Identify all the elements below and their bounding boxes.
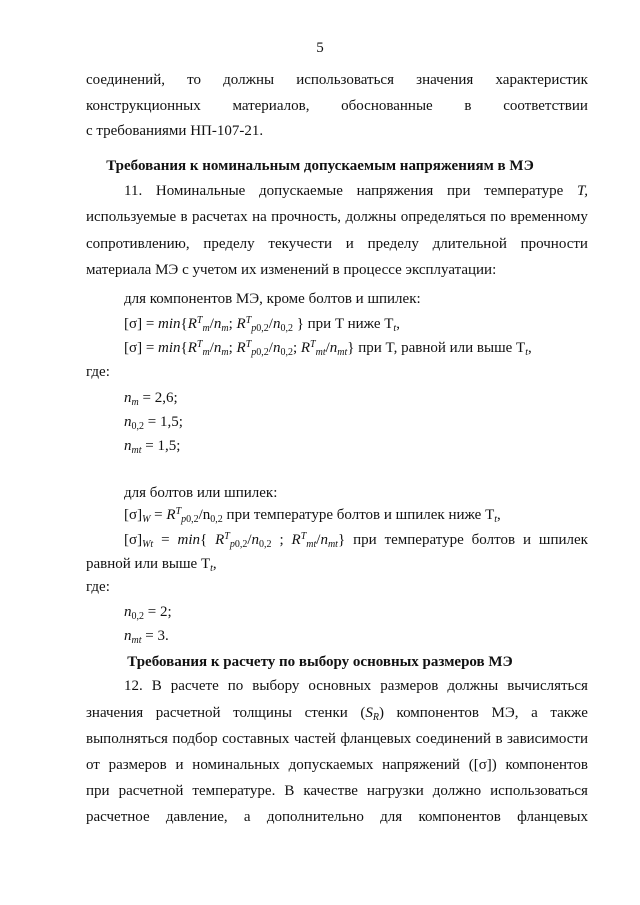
components-label: для компонентов МЭ, кроме болтов и шпилек: — [124, 291, 421, 307]
coef-n02: $n_{0,2} = 1,5$; — [124, 414, 183, 432]
para-12-line-1: 12. В расчете по выбору основных размеров должны вычисляться — [124, 678, 588, 694]
bolts-label: для болтов или шпилек: — [124, 485, 278, 501]
para-11-line-1: 11. Номинальные допускаемые напряжения при температуре T, — [124, 183, 588, 199]
para-12-line-5: при расчетной температуре. В качестве нагрузки должно использоваться — [86, 783, 588, 799]
page-number: 5 — [316, 40, 324, 56]
formula-bolts-below-tt: $[\sigma]_W = R^T_{p0,2}/n_{0,2}$ при температуре болтов и шпилек ниже $T_t$, — [124, 506, 501, 525]
para-12-line-4: от размеров и номинальных допускаемых напряжений ([σ]) компонентов — [86, 757, 588, 773]
formula-components-above-tt: $[\sigma] = \min\{R^T_m/n_m$; $R^T_{p0,2}/n_{0,2}$; $R^T_{mt}/n_{mt}$} при T, равной или выше $T_t$, — [124, 339, 532, 358]
para-11-line-3: сопротивлению, пределу текучести и пределу длительной прочности — [86, 236, 588, 252]
formula-bolts-above-tt-cont: равной или выше $T_t$, — [86, 556, 217, 574]
coef-nmt-bolts: $n_{mt} = 3$. — [124, 628, 169, 646]
para-12-line-2: значения расчетной толщины стенки $(S_R)$ компонентов МЭ, а также — [86, 705, 588, 723]
coef-n02-bolts: $n_{0,2} = 2$; — [124, 604, 172, 622]
where-label-2: где: — [86, 579, 110, 595]
wall-thickness-symbol: $(S_R)$ — [360, 705, 384, 723]
intro-line-3: с требованиями НП-107-21. — [86, 123, 264, 139]
section-heading-stresses: Требования к номинальным допускаемым напряжениям в МЭ — [106, 158, 534, 174]
para-11-line-2: используемые в расчетах на прочность, должны определяться по временному — [86, 209, 588, 225]
para-12-line-6: расчетное давление, а дополнительно для компонентов фланцевых — [86, 809, 588, 825]
coef-nmt: $n_{mt} = 1,5$; — [124, 438, 181, 456]
formula-bolts-above-tt: $[\sigma]_{Wt}$ = min{ $R^T_{p0,2}/n_{0,2}$ ; $R^T_{mt}/n_{mt}$} при температуре болтов и шпилек — [124, 531, 588, 550]
formula-components-below-tt: $[\sigma] = \min\{R^T_m/n_m$; $R^T_{p0,2}/n_{0,2}$ } при T ниже $T_t$, — [124, 315, 400, 334]
intro-line-1: соединений, то должны использоваться значения характеристик — [86, 72, 588, 88]
para-11-line-4: материала МЭ с учетом их изменений в процессе эксплуатации: — [86, 262, 497, 278]
para-12-line-3: выполняться подбор составных частей фланцевых соединений в зависимости — [86, 731, 588, 747]
coef-nm: $n_m = 2,6$; — [124, 390, 178, 408]
intro-line-2: конструкционных материалов, обоснованные в соответствии — [86, 98, 588, 114]
where-label-1: где: — [86, 364, 110, 380]
section-heading-sizes: Требования к расчету по выбору основных размеров МЭ — [127, 654, 513, 670]
